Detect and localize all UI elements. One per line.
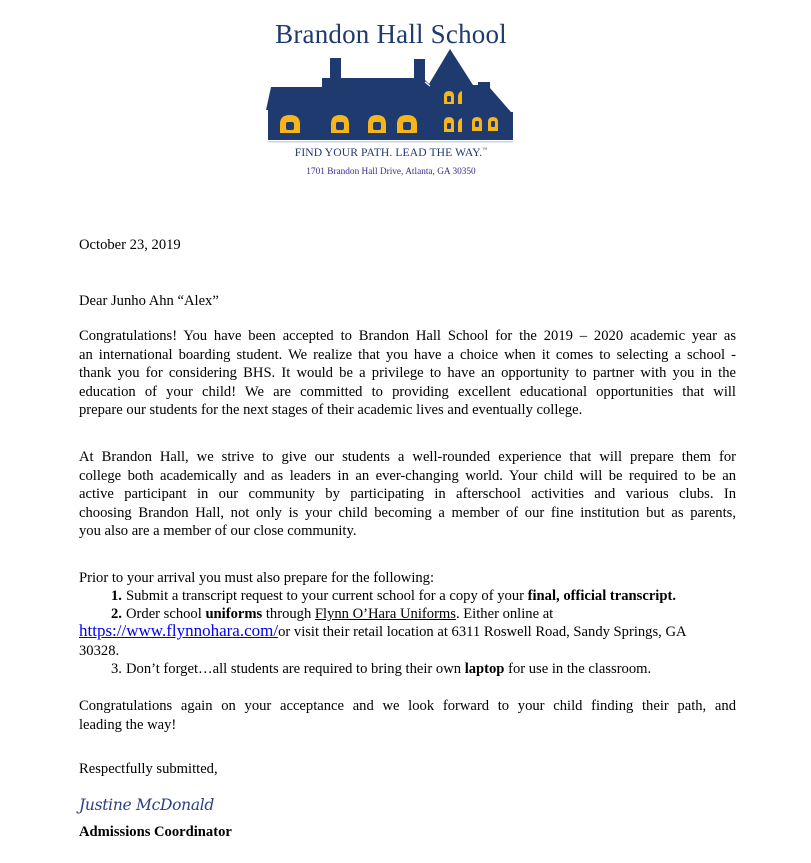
para2-line: At Brandon Hall, we strive to give our students a well-rounded experience that will prepare them for: [79, 449, 736, 465]
school-building-icon: [0, 0, 811, 150]
item-bold-text: laptop: [464, 661, 505, 677]
list-number: 2.: [111, 606, 122, 622]
closing-paragraph: [79, 697, 736, 734]
para1-line: education of your child! We are committed to providing excellent educational opportunities that will: [79, 383, 736, 400]
signature: Justine McDonald: [79, 796, 215, 814]
list-number: 1.: [111, 588, 122, 604]
para2-line: you also are a member of our close community.: [79, 523, 357, 540]
item-bold-text: uniforms: [205, 606, 263, 622]
item-text: Submit a transcript request to your current school for a copy of your: [126, 588, 528, 604]
para2-line: choosing Brandon Hall, not only is your child becoming a member of our fine institution but as parents,: [79, 504, 736, 521]
list-number: 3.: [111, 661, 122, 677]
paragraph-experience: [79, 448, 736, 541]
list-item-laptop: [111, 660, 651, 679]
item-text: through: [262, 606, 315, 622]
item-text: Don’t forget…all students are required to bring their own: [126, 661, 465, 677]
item-text: Order school: [126, 606, 206, 622]
trademark-symbol: ™: [482, 148, 488, 153]
para1-line: an international boarding student. We realize that you have a choice when it comes to selecting a school -: [79, 346, 736, 363]
closing-line: leading the way!: [79, 716, 177, 733]
paragraph-acceptance: [79, 327, 736, 420]
para1-line: Congratulations! You have been accepted to Brandon Hall School for the 2019 – 2020 academic year as: [79, 328, 736, 344]
item-bold-text: final, official transcript.: [527, 588, 676, 604]
item-text: for use in the classroom.: [504, 661, 652, 677]
school-tagline: [266, 146, 516, 159]
closing-line: Congratulations again on your acceptance and we look forward to your child finding their path, and: [79, 698, 736, 714]
list-item-transcript: [111, 587, 676, 606]
school-name: Brandon Hall School: [275, 19, 507, 49]
school-address: 1701 Brandon Hall Drive, Atlanta, GA 30350: [306, 167, 476, 177]
uniforms-url-line: [79, 622, 687, 642]
signer-title: Admissions Coordinator: [79, 824, 232, 840]
flynnohara-url-link[interactable]: https://www.flynnohara.com/: [79, 621, 279, 640]
tagline-text: FIND YOUR PATH. LEAD THE WAY.: [294, 146, 483, 159]
para1-line: prepare our students for the next stages of their academic lives and eventually college.: [79, 402, 583, 419]
para2-line: college both academically and as leaders in an ever-changing world. Your child will be required to be an: [79, 467, 736, 484]
para1-line: thank you for considering BHS. It would be a privilege to have an opportunity to partner with you in the: [79, 365, 736, 382]
item-text: . Either online at: [455, 606, 554, 622]
closing: Respectfully submitted,: [79, 761, 218, 777]
letter-date: October 23, 2019: [79, 237, 181, 253]
salutation: Dear Junho Ahn “Alex”: [79, 293, 219, 309]
item-text: or visit their retail location at 6311 Roswell Road, Sandy Springs, GA: [278, 624, 687, 640]
uniforms-zip-line: 30328.: [79, 643, 120, 659]
flynn-ohara-link[interactable]: Flynn O’Hara Uniforms: [314, 606, 456, 622]
para2-line: active participant in our community by participating in afterschool activities and various clubs. In: [79, 486, 736, 503]
prepare-intro: Prior to your arrival you must also prepare for the following:: [79, 570, 435, 586]
